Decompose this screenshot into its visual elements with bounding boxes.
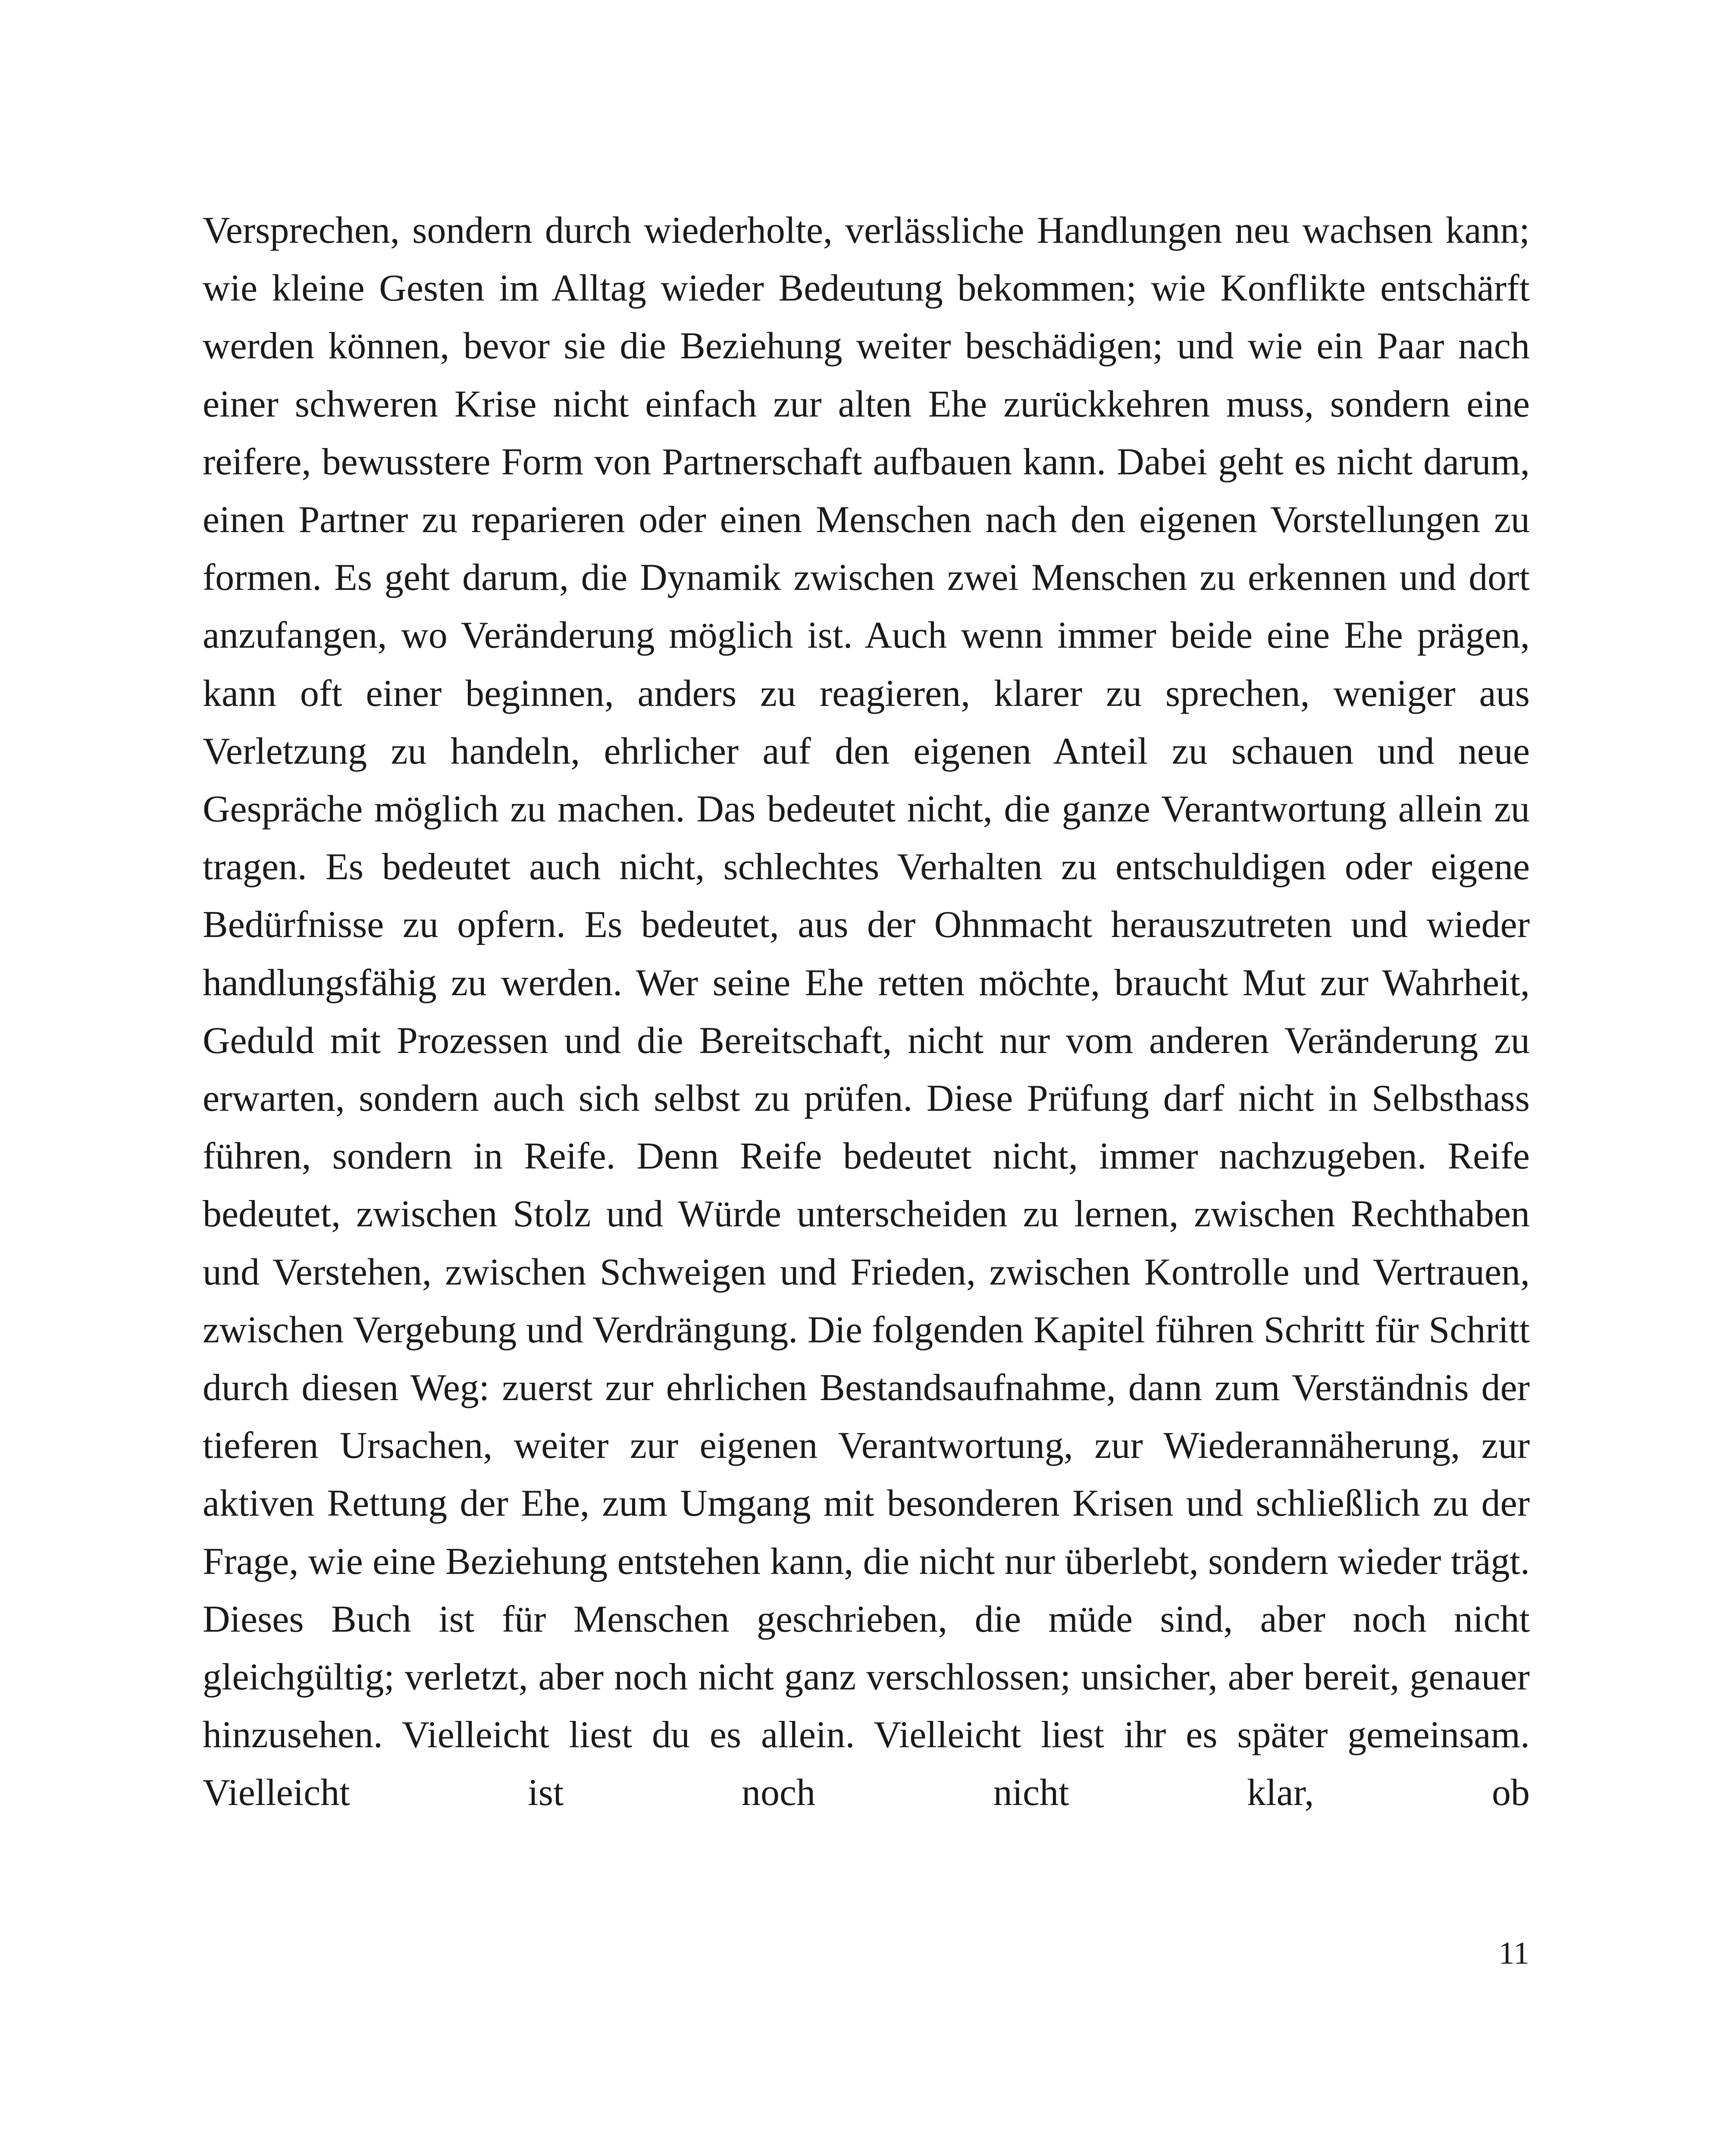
body-paragraph: Versprechen, sondern durch wiederholte, verlässliche Handlungen neu wachsen kann; wie kleine Gesten im Alltag wieder Bedeutung bekommen; wie Konflikte entschärft werden können, bevor sie die Beziehung weiter beschädigen; und wie ein Paar nach einer schweren Krise nicht einfach zur alten Ehe zurückkehren muss, sondern eine reifere, bewusstere Form von Partnerschaft aufbauen kann. Dabei geht es nicht darum, einen Partner zu reparieren oder einen Menschen nach den eigenen Vorstellungen zu formen. Es geht darum, die Dynamik zwischen zwei Menschen zu erkennen und dort anzufangen, wo Veränderung möglich ist. Auch wenn immer beide eine Ehe prägen, kann oft einer beginnen, anders zu reagieren, klarer zu sprechen, weniger aus Verletzung zu handeln, ehrlicher auf den eigenen Anteil zu schauen und neue Gespräche möglich zu machen. Das bedeutet nicht, die ganze Verantwortung allein zu tragen. Es bedeutet auch nicht, schlechtes Verhalten zu entschuldigen oder eigene Bedürfnisse zu opfern. Es bedeutet, aus der Ohnmacht herauszutreten und wieder handlungsfähig zu werden. Wer seine Ehe retten möchte, braucht Mut zur Wahrheit, Geduld mit Prozessen und die Bereitschaft, nicht nur vom anderen Veränderung zu erwarten, sondern auch sich selbst zu prüfen. Diese Prüfung darf nicht in Selbsthass führen, sondern in Reife. Denn Reife bedeutet nicht, immer nachzugeben. Reife bedeutet, zwischen Stolz und Würde unterscheiden zu lernen, zwischen Rechthaben und Verstehen, zwischen Schweigen und Frieden, zwischen Kontrolle und Vertrauen, zwischen Vergebung und Verdrängung. Die folgenden Kapitel führen Schritt für Schritt durch diesen Weg: zuerst zur ehrlichen Bestandsaufnahme, dann zum Verständnis der tieferen Ursachen, weiter zur eigenen Verantwortung, zur Wiederannäherung, zur aktiven Rettung der Ehe, zum Umgang mit besonderen Krisen und schließlich zu der Frage, wie eine Beziehung entstehen kann, die nicht nur überlebt, sondern wieder trägt. Dieses Buch ist für Menschen geschrieben, die müde sind, aber noch nicht gleichgültig; verletzt, aber noch nicht ganz verschlossen; unsicher, aber bereit, genauer hinzusehen. Vielleicht liest du es allein. Vielleicht liest ihr es später gemeinsam. Vielleicht ist noch nicht klar, ob — [203, 210, 1530, 1814]
page-number: 11 — [1498, 1936, 1529, 1971]
